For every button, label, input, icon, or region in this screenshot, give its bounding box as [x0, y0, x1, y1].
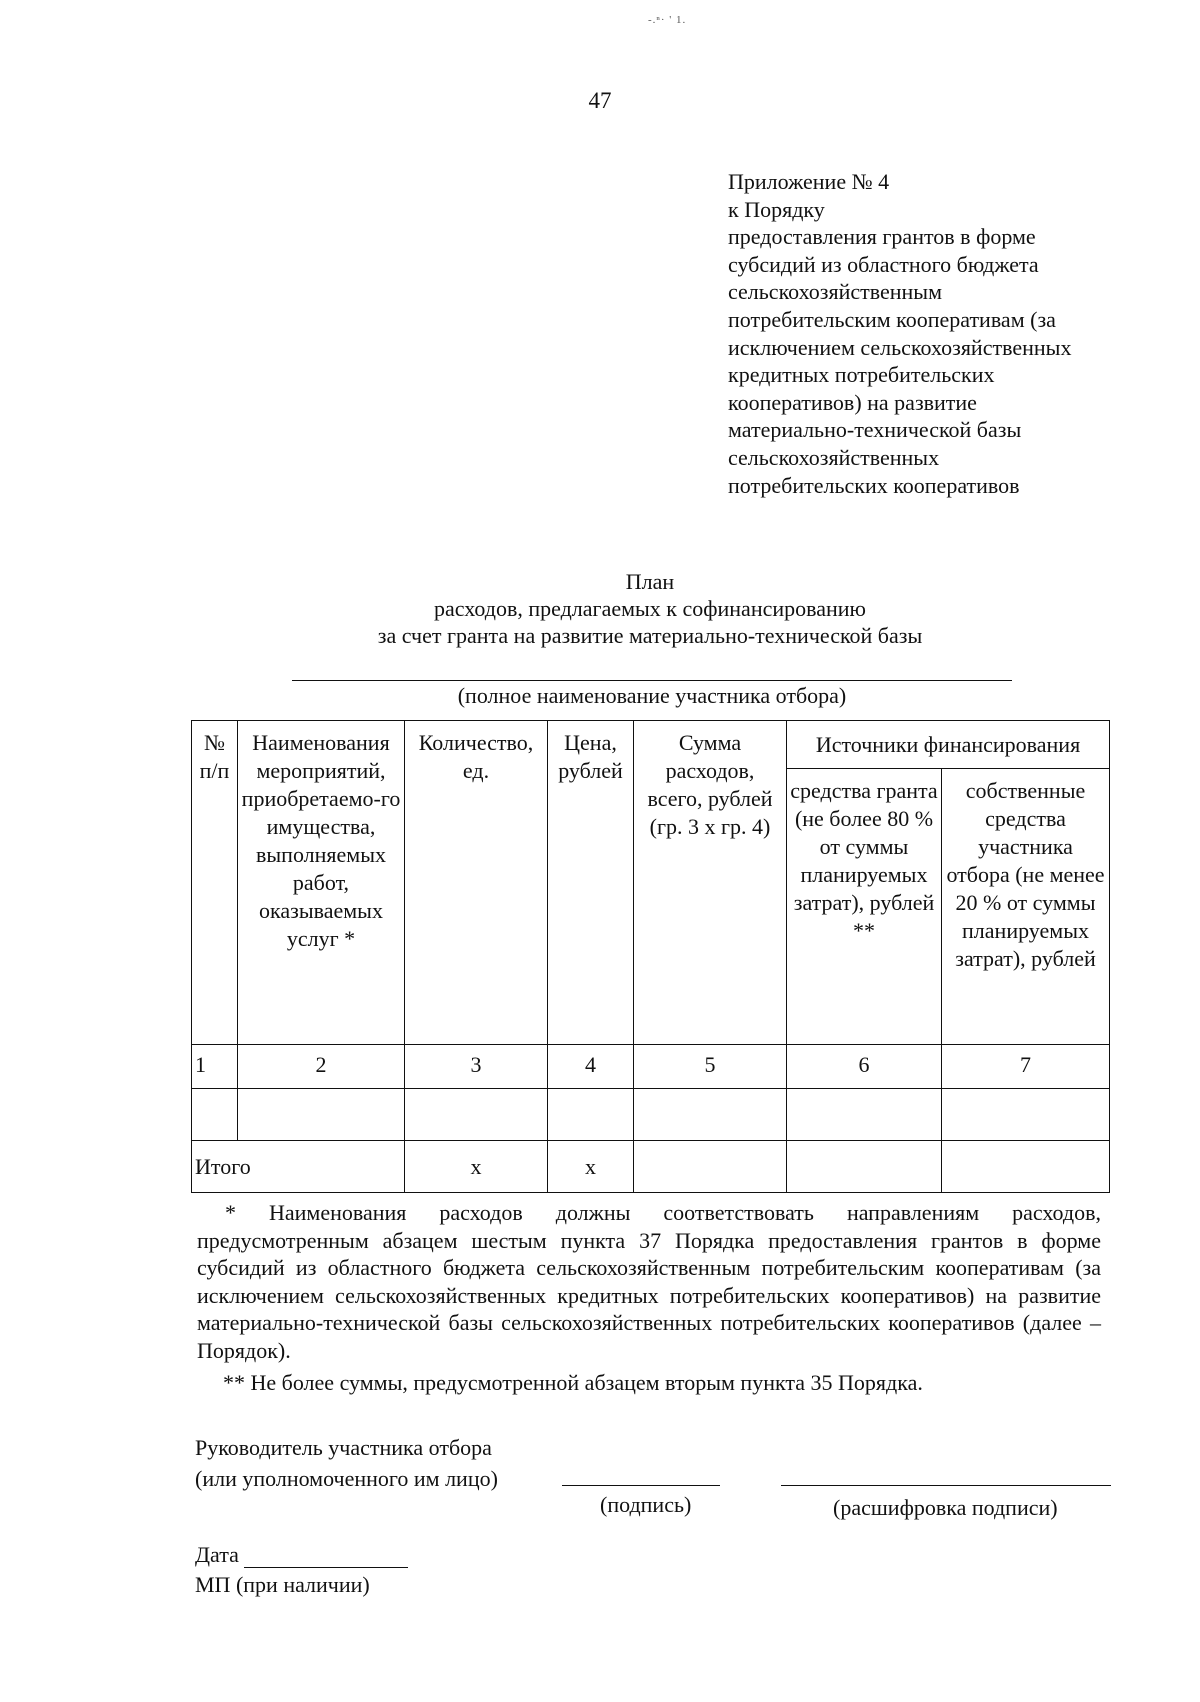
appendix-line: предоставления грантов в форме [728, 224, 1036, 250]
appendix-line: сельскохозяйственных [728, 444, 940, 470]
empty-cell[interactable] [192, 1089, 238, 1141]
empty-cell[interactable] [238, 1089, 405, 1141]
total-price-cell: х [548, 1141, 634, 1193]
appendix-line: Приложение № 4 [728, 169, 890, 194]
empty-cell[interactable] [787, 1089, 942, 1141]
signature-decoding-line[interactable] [781, 1485, 1111, 1486]
column-number-cell: 4 [548, 1045, 634, 1089]
head-signature-label [195, 1432, 498, 1494]
header-cell-quantity: Количество, ед. [405, 721, 548, 1045]
header-cell-grant-funds: средства гранта (не более 80 % от суммы планируемых затрат), рублей ** [787, 769, 942, 1045]
header-cell-own-funds: собственные средства участника отбора (не менее 20 % от суммы планируемых затрат), рублей [942, 769, 1110, 1045]
empty-cell[interactable] [634, 1089, 787, 1141]
column-number-cell: 5 [634, 1045, 787, 1089]
plan-title: План [625, 569, 675, 594]
header-cell-number: № п/п [192, 721, 238, 1045]
appendix-line: потребительских кооперативов [728, 472, 1020, 498]
total-quantity-cell: х [405, 1141, 548, 1193]
participant-name-line [292, 680, 1012, 681]
plan-subtitle-2: за счет гранта на развитие материально-технической базы [377, 623, 923, 648]
head-line-1: Руководитель участника отбора [195, 1435, 492, 1460]
signature-caption: (подпись) [600, 1492, 692, 1517]
appendix-line: потребительским кооперативам (за [728, 306, 1056, 332]
scan-marks: -.ⁿ· ' 1. [648, 14, 687, 26]
column-number-cell: 1 [192, 1045, 238, 1089]
total-grant-cell[interactable] [787, 1141, 942, 1193]
total-own-cell[interactable] [942, 1141, 1110, 1193]
signature-line[interactable] [562, 1485, 720, 1486]
appendix-line: сельскохозяйственным [728, 279, 942, 305]
column-number-cell: 3 [405, 1045, 548, 1089]
plan-subtitle-1: расходов, предлагаемых к софинансированию [434, 596, 866, 621]
appendix-line: исключением сельскохозяйственных [728, 334, 1072, 360]
seal-label: МП (при наличии) [195, 1572, 370, 1597]
footnote-2: ** Не более суммы, предусмотренной абзацем вторым пункта 35 Порядка. [223, 1370, 923, 1395]
header-cell-price: Цена, рублей [548, 721, 634, 1045]
total-label-cell: Итого [192, 1141, 405, 1193]
plan-title-block [0, 568, 1200, 649]
appendix-line: кооперативов) на развитие [728, 389, 977, 415]
head-line-2: (или уполномоченного им лицо) [195, 1466, 498, 1491]
appendix-line: кредитных потребительских [728, 362, 995, 388]
date-label: Дата [195, 1542, 239, 1567]
appendix-line: субсидий из областного бюджета [728, 251, 1039, 277]
header-cell-funding-sources: Источники финансирования [787, 721, 1110, 769]
signature-decoding-caption: (расшифровка подписи) [833, 1495, 1058, 1520]
footnote-1 [197, 1199, 1101, 1364]
date-field-line[interactable] [244, 1567, 408, 1568]
empty-cell[interactable] [942, 1089, 1110, 1141]
column-number-cell: 2 [238, 1045, 405, 1089]
total-sum-cell[interactable] [634, 1141, 787, 1193]
header-cell-total-sum: Сумма расходов, всего, рублей (гр. 3 х гр. 4) [634, 721, 787, 1045]
column-number-cell: 7 [942, 1045, 1110, 1089]
empty-cell[interactable] [548, 1089, 634, 1141]
header-cell-activities: Наименования мероприятий, приобретаемо-го имущества, выполняемых работ, оказываемых услуг * [238, 721, 405, 1045]
participant-caption: (полное наименование участника отбора) [457, 683, 847, 708]
appendix-heading [728, 168, 1168, 499]
column-number-cell: 6 [787, 1045, 942, 1089]
appendix-line: материально-технической базы [728, 417, 1022, 443]
page-number: 47 [588, 88, 612, 113]
expense-plan-table [191, 720, 1110, 1193]
footnote-1-text: * Наименования расходов должны соответствовать направлениям расходов, предусмотренным абзацем шестым пункта 37 Порядка предоставления грантов в форме субсидий из областного бюджета сельскохозяйственным потребительским кооперативам (за исключением сельскохозяйственных кредитных потребительских кооперативов) на развитие материально-технической базы сельскохозяйственных потребительских кооперативов (далее – Порядок). [197, 1200, 1101, 1363]
empty-cell[interactable] [405, 1089, 548, 1141]
appendix-line: к Порядку [728, 196, 825, 222]
